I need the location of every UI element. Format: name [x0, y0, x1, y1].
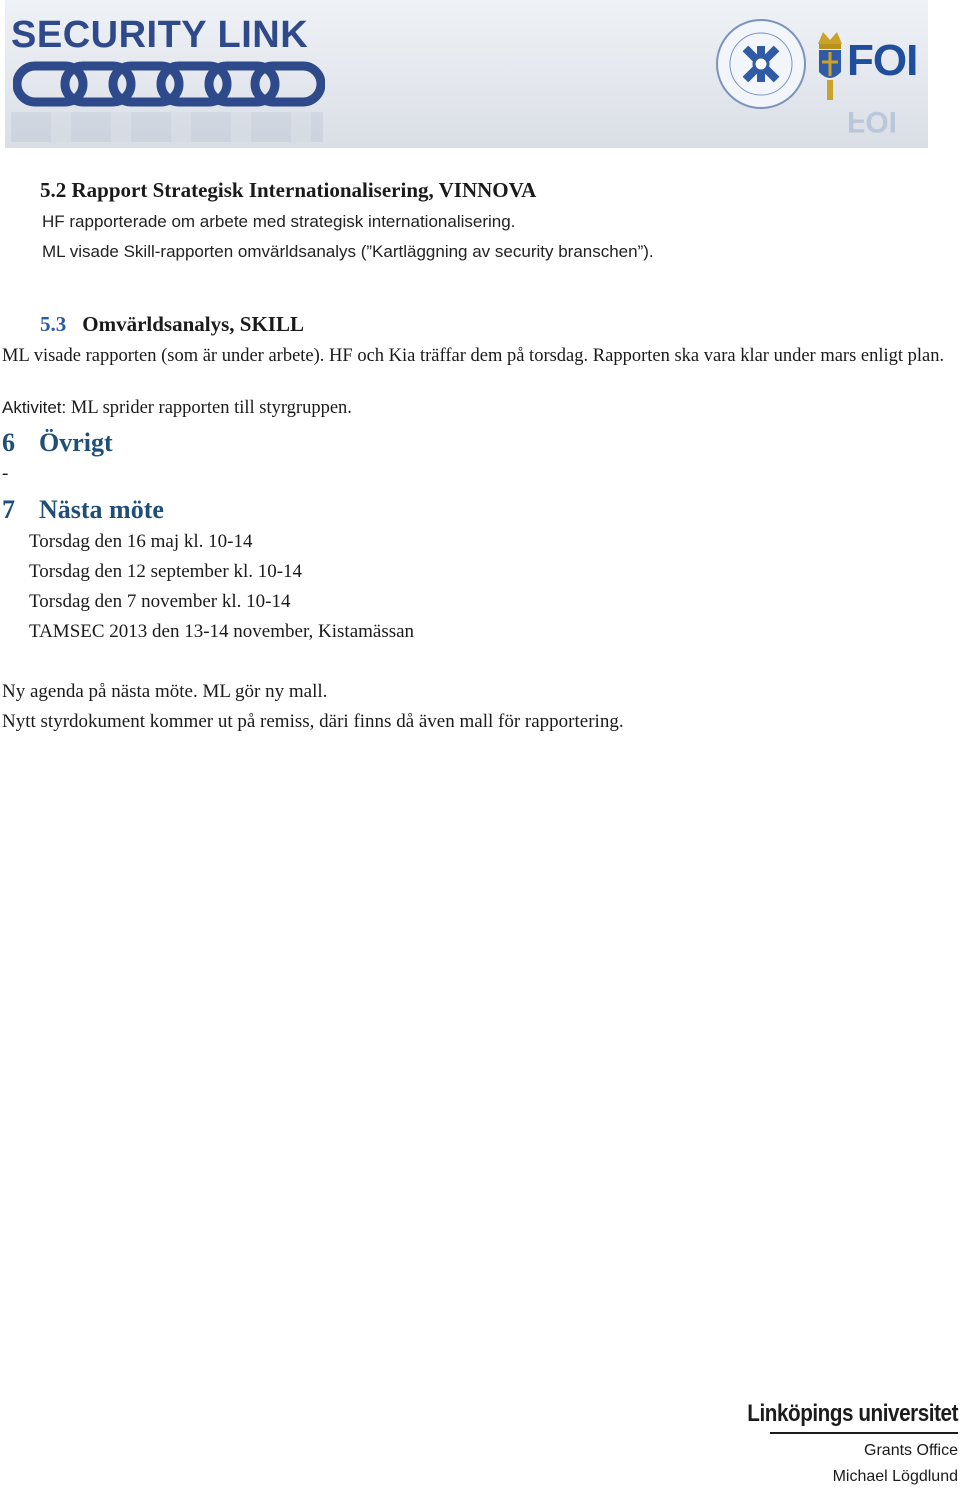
linkopings-university-seal-icon	[713, 16, 809, 112]
section-6-title: Övrigt	[39, 428, 113, 457]
section-5-2-line-2: ML visade Skill-rapporten omvärldsanalys (”Kartläggning av security branschen”).	[42, 242, 654, 261]
chain-links-logo	[13, 58, 325, 110]
foi-logo-reflection: FOI	[847, 105, 897, 138]
section-5-3-paragraph: ML visade rapporten (som är under arbete). HF och Kia träffar dem på torsdag. Rapporten ska vara klar under mars enligt plan.	[2, 346, 945, 366]
footer-person: Michael Lögdlund	[832, 1468, 958, 1485]
section-6-heading	[2, 428, 113, 458]
crown-emblem-icon	[813, 26, 847, 102]
meeting-item: Torsdag den 12 september kl. 10-14	[29, 561, 303, 582]
section-5-3-number: 5.3	[40, 312, 67, 336]
logo-reflection	[11, 112, 323, 142]
section-5-3-heading	[40, 312, 304, 337]
meeting-item: Torsdag den 7 november kl. 10-14	[29, 591, 291, 612]
footer-rule	[770, 1432, 958, 1434]
meeting-item: TAMSEC 2013 den 13-14 november, Kistamässan	[29, 621, 415, 642]
activity-line	[2, 398, 352, 419]
footer-office: Grants Office	[864, 1442, 958, 1459]
activity-text: ML sprider rapporten till styrgruppen.	[66, 398, 352, 418]
section-7-title: Nästa möte	[39, 495, 164, 524]
linkopings-universitet-wordmark: Linköpings universitet	[747, 1400, 958, 1427]
section-7-heading	[2, 495, 164, 525]
section-7-number: 7	[2, 495, 15, 524]
note-line: Nytt styrdokument kommer ut på remiss, däri finns då även mall för rapportering.	[2, 711, 624, 732]
section-5-3-title: Omvärldsanalys, SKILL	[82, 312, 304, 336]
header-banner	[5, 0, 928, 148]
meeting-item: Torsdag den 16 maj kl. 10-14	[29, 531, 253, 552]
activity-label: Aktivitet:	[2, 398, 67, 417]
section-5-2-heading: 5.2 Rapport Strategisk Internationalisering, VINNOVA	[40, 178, 537, 202]
section-5-2-line-1: HF rapporterade om arbete med strategisk internationalisering.	[42, 212, 516, 231]
note-line: Ny agenda på nästa möte. ML gör ny mall.	[2, 681, 328, 702]
security-link-logo-text: SECURITY LINK	[11, 14, 309, 56]
foi-logo-text: FOI	[847, 36, 918, 85]
section-6-number: 6	[2, 428, 15, 457]
section-6-body: -	[2, 463, 9, 484]
